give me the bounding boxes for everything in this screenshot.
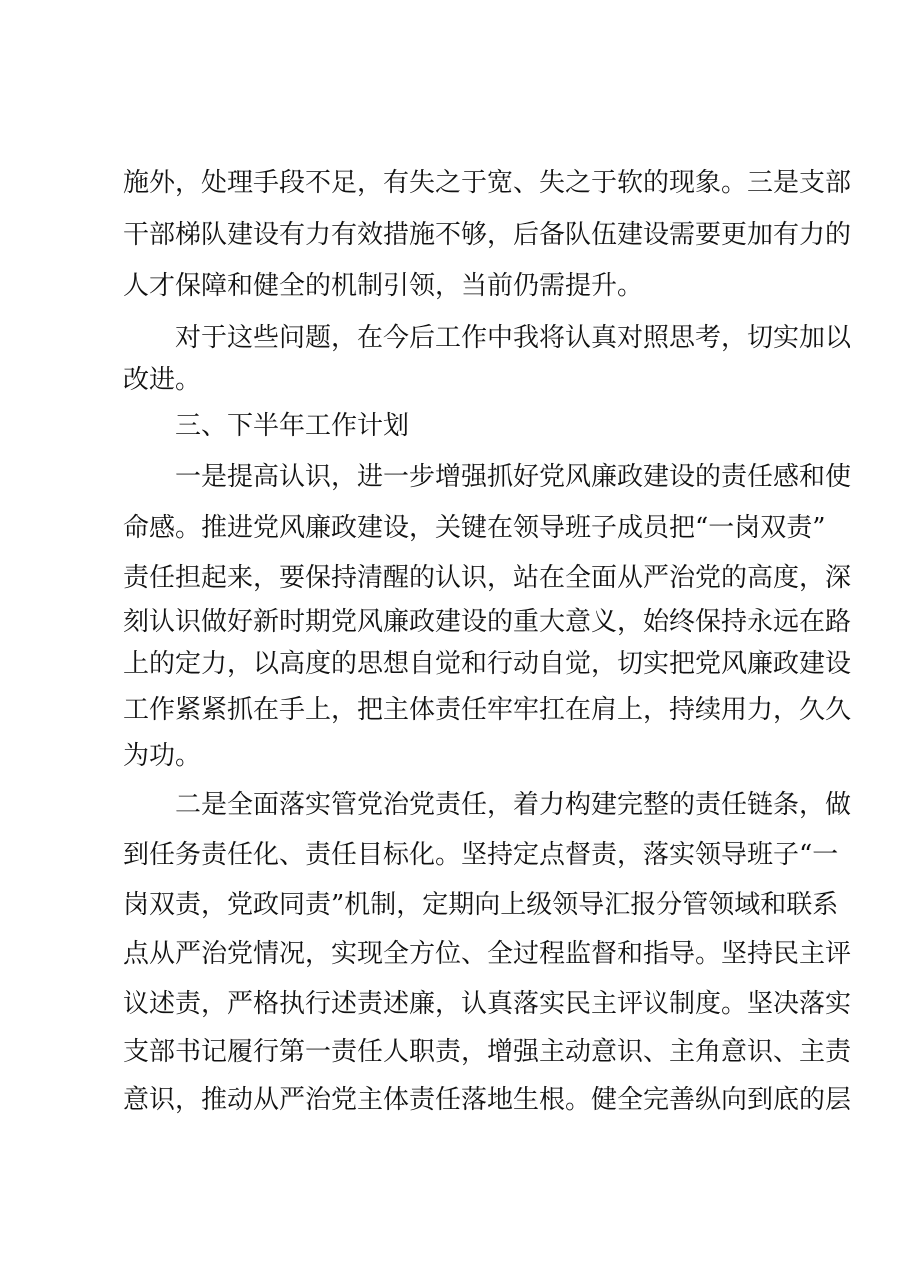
text-line: 干部梯队建设有力有效措施不够，后备队伍建设需要更加有力的 [123, 220, 852, 250]
text-line: 命感。推进党风廉政建设，关键在领导班子成员把“一岗双责” [123, 513, 826, 543]
text-line: 点从严治党情况，实现全方位、全过程监督和指导。坚持民主评 [123, 939, 852, 969]
section-heading: 三、下半年工作计划 [175, 411, 410, 441]
text-line: 对于这些问题，在今后工作中我将认真对照思考，切实加以 [175, 323, 852, 353]
text-line: 为功。 [123, 741, 202, 771]
text-line: 支部书记履行第一责任人职责，增强主动意识、主角意识、主责 [123, 1037, 852, 1067]
text-line: 施外，处理手段不足，有失之于宽、失之于软的现象。三是支部 [123, 168, 852, 198]
text-line: 责任担起来，要保持清醒的认识，站在全面从严治党的高度，深 [123, 563, 852, 593]
text-line: 一是提高认识，进一步增强抓好党风廉政建设的责任感和使 [175, 462, 852, 492]
text-line: 刻认识做好新时期党风廉政建设的重大意义，始终保持永远在路 [123, 607, 852, 637]
text-line: 上的定力，以高度的思想自觉和行动自觉，切实把党风廉政建设 [123, 649, 852, 679]
text-line: 到任务责任化、责任目标化。坚持定点督责，落实领导班子“一 [123, 840, 839, 870]
text-line: 二是全面落实管党治党责任，着力构建完整的责任链条，做 [175, 790, 852, 820]
text-line: 人才保障和健全的机制引领，当前仍需提升。 [123, 271, 644, 301]
text-line: 改进。 [123, 365, 202, 395]
text-line: 工作紧紧抓在手上，把主体责任牢牢扛在肩上，持续用力，久久 [123, 695, 852, 725]
text-line: 意识，推动从严治党主体责任落地生根。健全完善纵向到底的层 [123, 1085, 852, 1115]
text-line: 岗双责，党政同责”机制，定期向上级领导汇报分管领域和联系 [123, 890, 839, 920]
text-line: 议述责，严格执行述责述廉，认真落实民主评议制度。坚决落实 [123, 989, 852, 1019]
